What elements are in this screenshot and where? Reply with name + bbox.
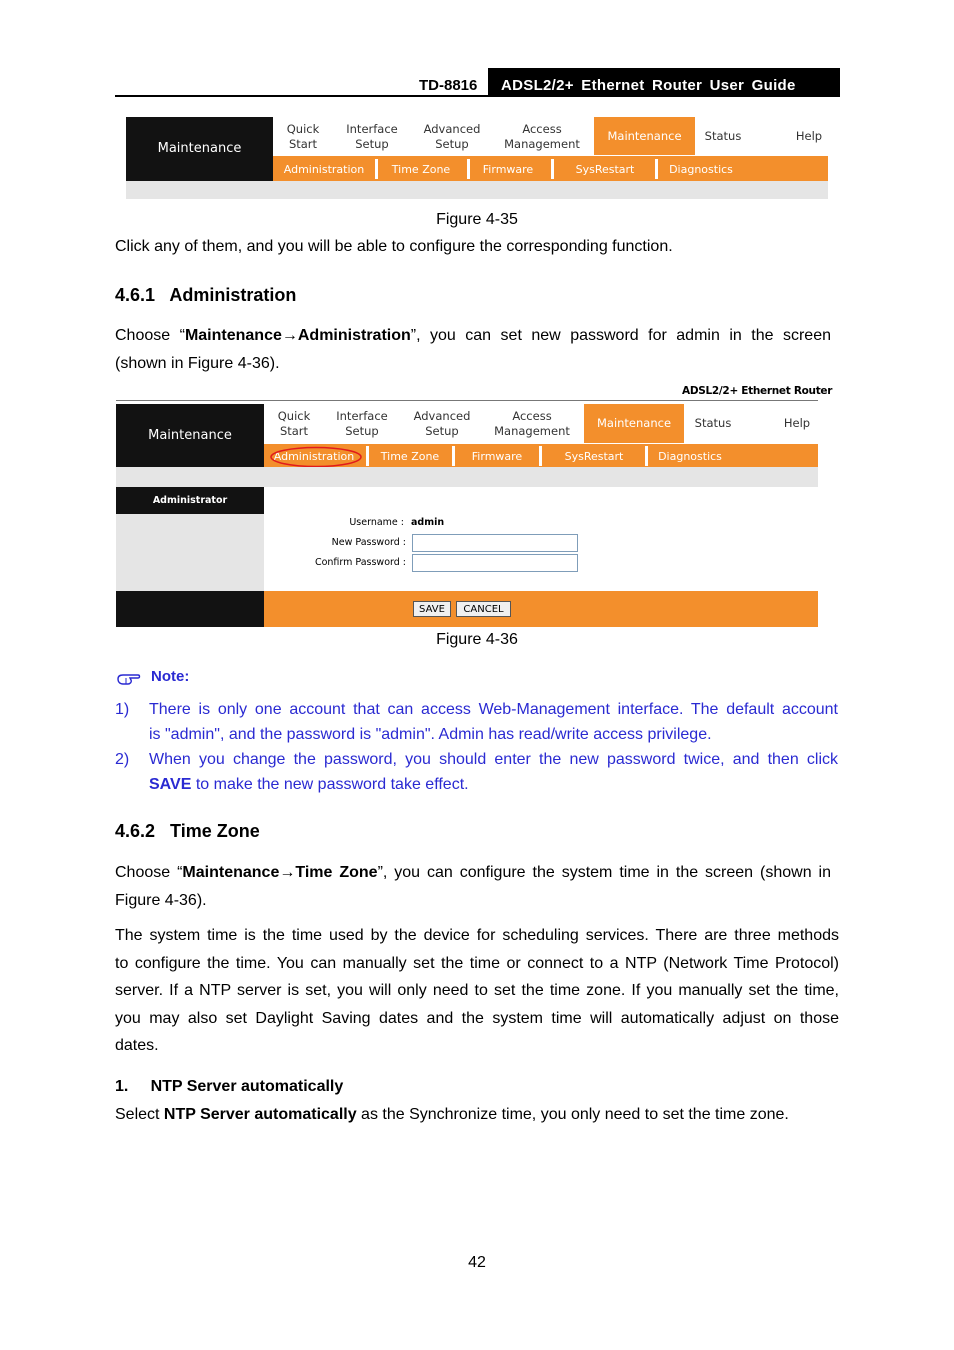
subtab-administration[interactable]: Administration <box>283 163 365 176</box>
body-text: Select NTP Server automatically as the Synchronize time, you only need to set the time zone. <box>115 1106 789 1123</box>
confirm-password-label: Confirm Password : <box>314 557 406 568</box>
username-value: admin <box>411 517 445 528</box>
figure-caption: Figure 4-35 <box>436 211 518 228</box>
subtab-sysrestart[interactable]: SysRestart <box>575 163 635 176</box>
note-number: 1) <box>115 701 130 718</box>
body-text: Click any of them, and you will be able to configure the corresponding function. <box>115 238 673 255</box>
content-strip <box>126 181 828 199</box>
note-item-line: SAVE to make the new password take effect. <box>149 776 469 793</box>
subtab-sysrestart[interactable]: SysRestart <box>564 450 624 463</box>
subtab-separator <box>375 159 378 179</box>
body-text: server. If a NTP server is set, you will only need to set the time zone. If you manually set the time, <box>115 982 839 999</box>
sub-heading: 1. NTP Server automatically <box>115 1078 344 1095</box>
page-number: 42 <box>468 1254 486 1271</box>
subtab-separator <box>551 159 554 179</box>
note-number: 2) <box>115 751 130 768</box>
tab-quick-start[interactable]: Quick Start <box>286 122 320 151</box>
body-text: dates. <box>115 1037 159 1054</box>
subtab-diagnostics[interactable]: Diagnostics <box>669 163 733 176</box>
subtab-firmware[interactable]: Firmware <box>482 163 534 176</box>
tab-maintenance[interactable]: Maintenance <box>594 117 695 155</box>
subtab-separator <box>366 446 369 466</box>
body-text: (shown in Figure 4-36). <box>115 355 280 372</box>
note-item-line: is "admin", and the password is "admin". Admin has read/write access privilege. <box>149 726 712 743</box>
body-text: to configure the time. You can manually set the time or connect to a NTP (Network Time Protocol) <box>115 954 839 972</box>
body-text: Choose “Maintenance→Administration”, you can set new password for admin in the screen <box>115 327 831 344</box>
content-strip <box>116 467 818 487</box>
header-rule <box>115 95 840 97</box>
confirm-password-field[interactable] <box>412 554 578 572</box>
product-name: ADSL2/2+ Ethernet Router <box>682 385 833 397</box>
pointing-hand-icon <box>116 670 144 688</box>
highlight-ellipse <box>269 446 363 468</box>
section-label: Administrator <box>152 495 228 506</box>
tab-help[interactable]: Help <box>783 416 811 430</box>
new-password-field[interactable] <box>412 534 578 552</box>
router-brand: Maintenance <box>126 117 273 181</box>
tab-interface-setup[interactable]: Interface Setup <box>336 409 388 438</box>
guide-title: ADSL2/2+ Ethernet Router User Guide <box>501 77 796 94</box>
new-password-label: New Password : <box>331 537 406 548</box>
tab-status[interactable]: Status <box>704 129 742 143</box>
note-item-line: There is only one account that can access Web-Management interface. The default account <box>149 701 838 718</box>
router-brand: Maintenance <box>116 404 264 467</box>
body-text: Figure 4-36). <box>115 892 207 909</box>
body-text: Choose “Maintenance→Time Zone”, you can configure the system time in the screen (shown in <box>115 864 831 881</box>
subtab-separator <box>452 446 455 466</box>
body-text: you may also set Daylight Saving dates and the system time will automatically adjust on those <box>115 1009 839 1027</box>
subtab-separator <box>655 159 658 179</box>
section-heading: 4.6.2 Time Zone <box>115 821 260 841</box>
tab-access-management[interactable]: Access Management <box>504 122 580 151</box>
tab-quick-start[interactable]: Quick Start <box>277 409 311 438</box>
subtab-administration[interactable]: Administration <box>273 450 355 463</box>
tab-status[interactable]: Status <box>694 416 732 430</box>
subtab-separator <box>539 446 542 466</box>
save-button[interactable]: SAVE <box>413 601 451 617</box>
subtab-time-zone[interactable]: Time Zone <box>380 450 440 463</box>
left-panel <box>116 514 264 591</box>
section-heading: 4.6.1 Administration <box>115 285 297 305</box>
tab-access-management[interactable]: Access Management <box>494 409 570 438</box>
subtab-separator <box>645 446 648 466</box>
tab-maintenance[interactable]: Maintenance <box>584 404 684 443</box>
guide-model: TD-8816 <box>419 77 478 94</box>
product-rule <box>116 400 818 401</box>
tab-advanced-setup[interactable]: Advanced Setup <box>413 409 471 438</box>
tab-help[interactable]: Help <box>795 129 823 143</box>
footer-bar <box>264 591 818 627</box>
tab-advanced-setup[interactable]: Advanced Setup <box>423 122 481 151</box>
subtab-diagnostics[interactable]: Diagnostics <box>658 450 722 463</box>
username-label: Username : <box>349 517 404 528</box>
subtab-time-zone[interactable]: Time Zone <box>391 163 451 176</box>
note-item-line: When you change the password, you should enter the new password twice, and then click <box>149 751 838 768</box>
subtab-firmware[interactable]: Firmware <box>471 450 523 463</box>
tab-interface-setup[interactable]: Interface Setup <box>346 122 398 151</box>
figure-caption: Figure 4-36 <box>436 631 518 648</box>
footer-left <box>116 591 264 627</box>
body-text: The system time is the time used by the device for scheduling services. There are three methods <box>115 927 839 944</box>
note-label: Note: <box>151 668 190 685</box>
cancel-button[interactable]: CANCEL <box>456 601 511 617</box>
